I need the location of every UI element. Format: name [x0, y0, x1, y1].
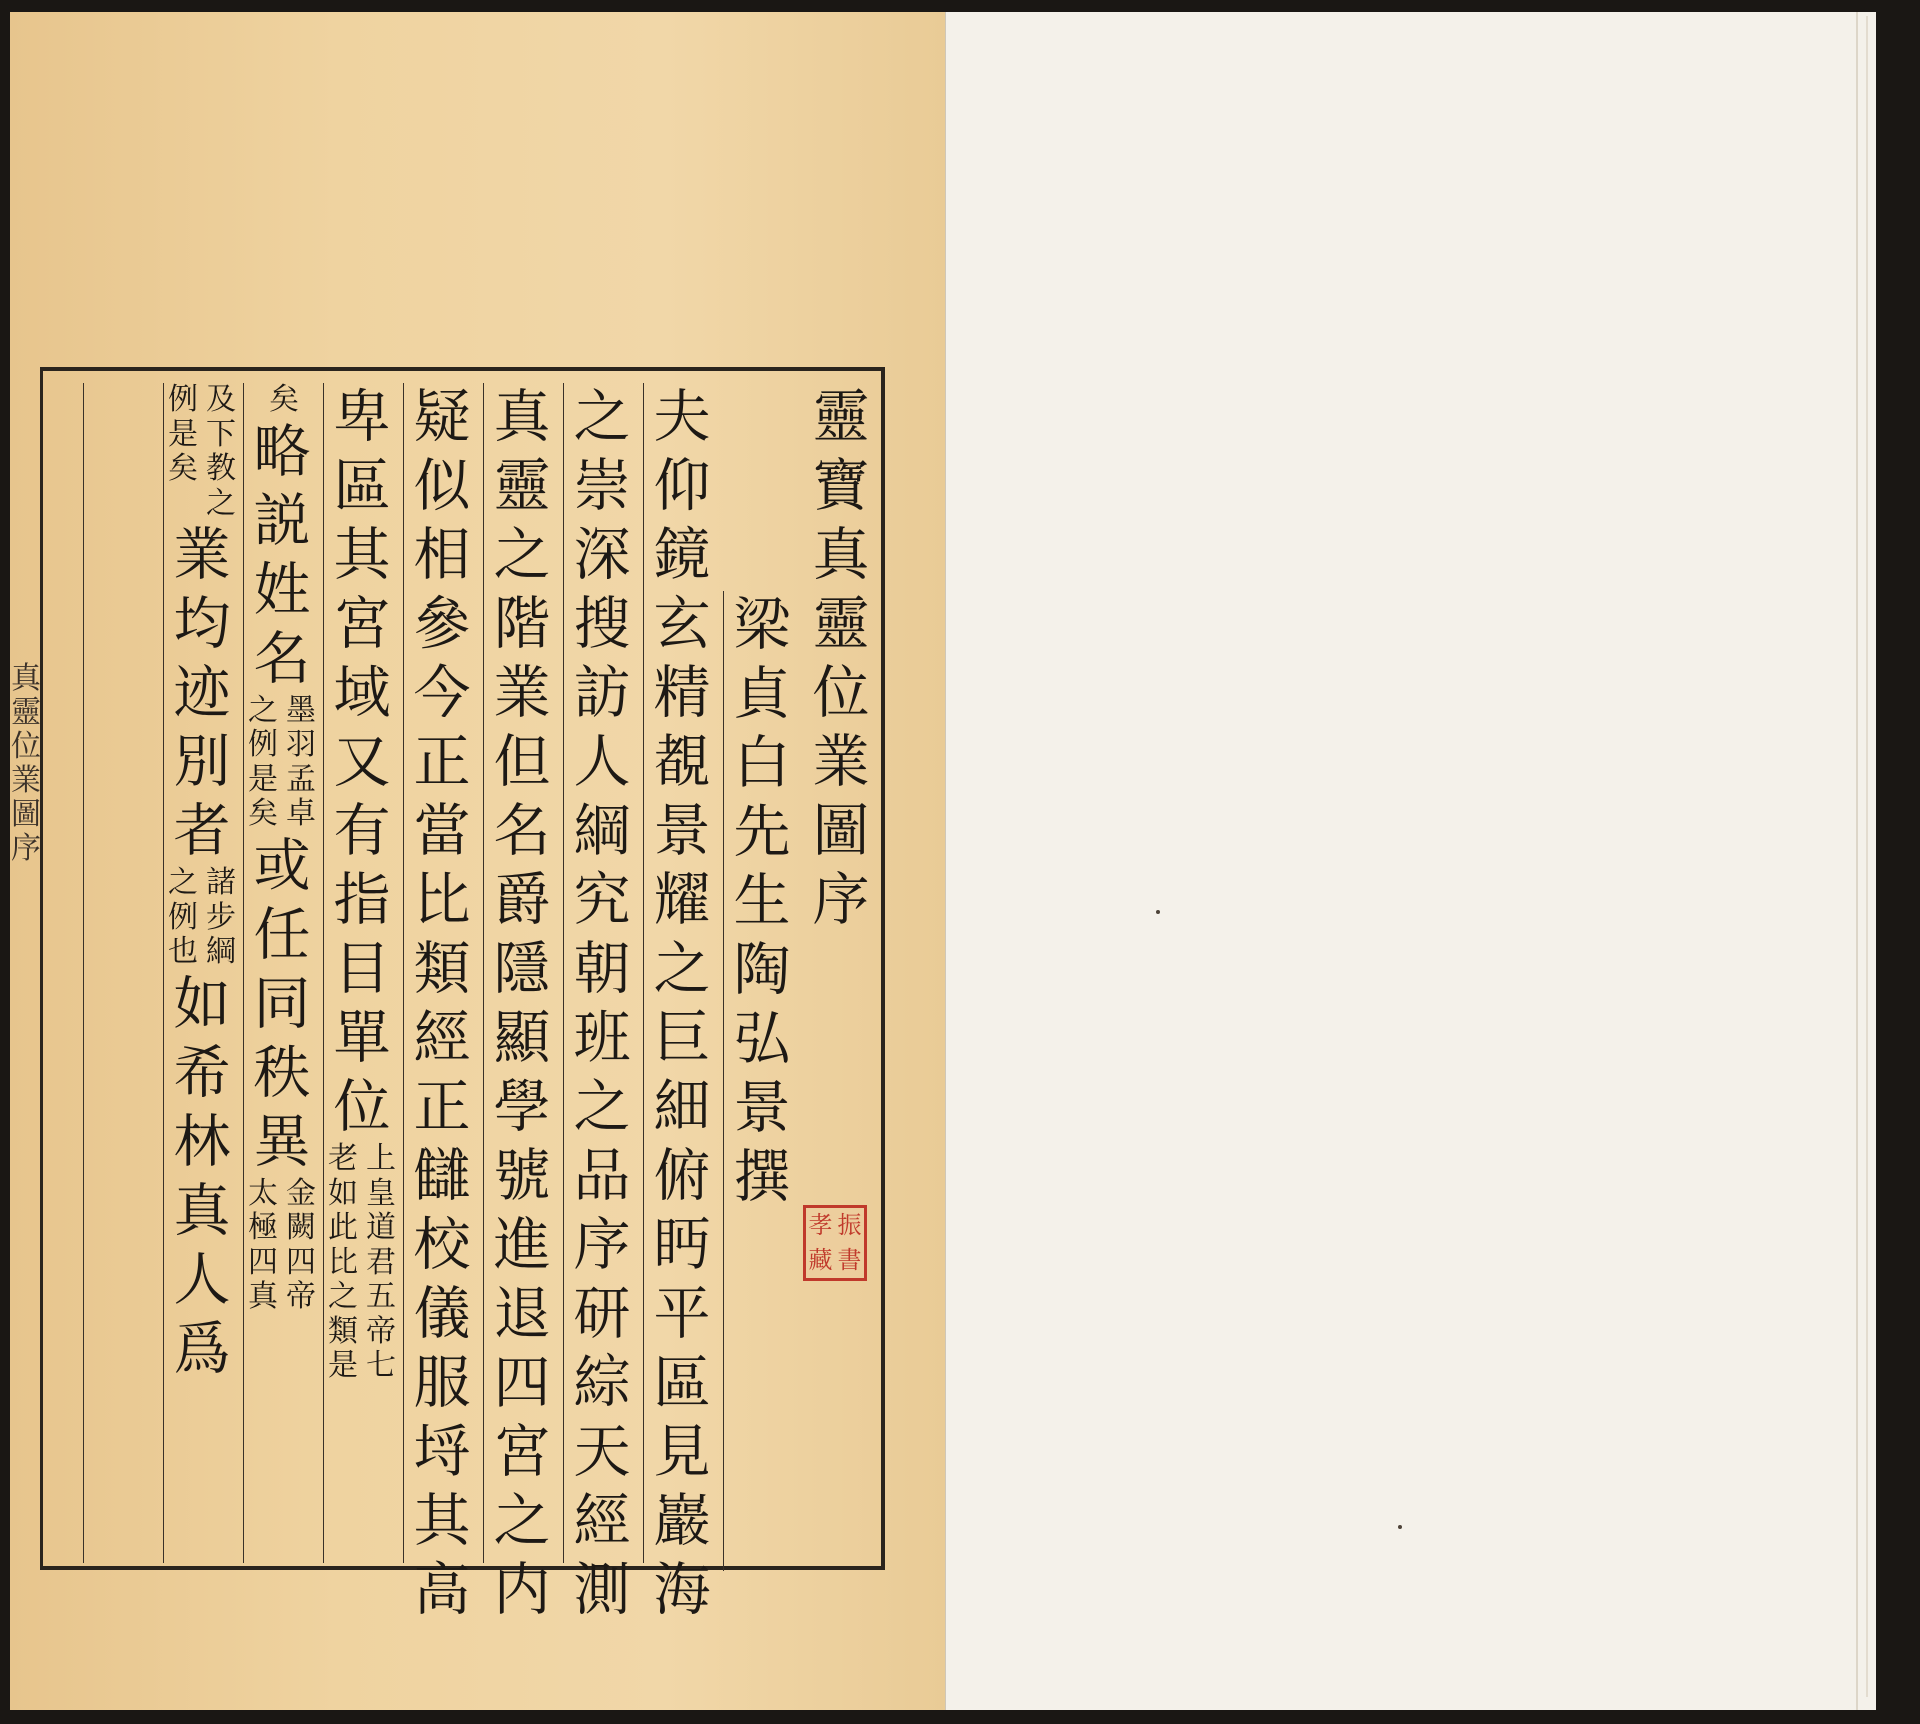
glyph: 略 [253, 418, 311, 485]
glyph: 之 [653, 936, 711, 1002]
glyph: 靈 [812, 384, 870, 450]
interlinear-note [326, 1142, 398, 1384]
note-glyph: 也 [168, 934, 198, 969]
note-glyph: 孟 [286, 761, 316, 797]
glyph: 班 [573, 1005, 631, 1071]
glyph: 綱 [573, 798, 631, 864]
note-glyph: 類 [328, 1313, 358, 1349]
main-column-1 [643, 383, 720, 1623]
glyph: 先 [733, 799, 791, 865]
glyph: 白 [733, 730, 791, 796]
note-glyph: 例 [168, 899, 198, 935]
glyph: 圖 [812, 798, 870, 864]
glyph: 似 [413, 453, 471, 519]
glyph: 相 [413, 522, 471, 588]
glyph: 但 [493, 729, 551, 795]
note-glyph: 五 [366, 1279, 396, 1314]
glyph: 卑 [333, 384, 391, 450]
gutter-glyph: 序 [11, 831, 41, 866]
glyph: 業 [493, 660, 551, 726]
gutter-glyph: 靈 [11, 695, 41, 730]
glyph: 細 [653, 1074, 711, 1140]
glyph: 訪 [573, 660, 631, 726]
glyph: 弘 [733, 1006, 791, 1072]
glyph: 區 [653, 1350, 711, 1416]
glyph: 名 [253, 625, 311, 692]
note-glyph: 例 [248, 727, 278, 762]
glyph: 域 [333, 660, 391, 726]
glyph: 之 [573, 384, 631, 450]
glyph: 靈 [812, 591, 870, 657]
glyph: 序 [573, 1212, 631, 1278]
glyph: 同 [253, 970, 311, 1037]
gutter-glyph: 真 [11, 661, 41, 696]
glyph: 之 [493, 522, 551, 588]
note-glyph: 之 [328, 1279, 358, 1314]
glyph: 之 [573, 1074, 631, 1140]
glyph: 當 [413, 798, 471, 864]
glyph: 位 [333, 1074, 391, 1140]
glyph: 深 [573, 522, 631, 588]
glyph: 説 [253, 487, 311, 554]
paper-speck [1156, 910, 1160, 914]
title-column [803, 383, 879, 935]
glyph: 顯 [493, 1005, 551, 1071]
glyph: 隱 [493, 936, 551, 1002]
glyph: 埒 [413, 1419, 471, 1485]
glyph: 靈 [493, 453, 551, 519]
glyph: 位 [812, 660, 870, 726]
glyph: 者 [173, 798, 231, 864]
glyph: 如 [173, 970, 231, 1037]
main-column-6 [243, 383, 320, 1563]
note-glyph: 例 [168, 382, 198, 417]
note-glyph: 太 [248, 1175, 278, 1211]
glyph: 其 [333, 522, 391, 588]
glyph: 研 [573, 1281, 631, 1347]
glyph: 別 [173, 729, 231, 795]
interlinear-note [166, 866, 238, 970]
glyph: 任 [253, 901, 311, 968]
glyph: 品 [573, 1143, 631, 1209]
note-glyph: 矣 [248, 796, 278, 831]
seal-glyph: 孝 [808, 1211, 833, 1239]
note-glyph: 是 [248, 761, 278, 797]
note-glyph: 帝 [286, 1279, 316, 1314]
note-glyph: 闕 [286, 1210, 316, 1245]
glyph: 見 [653, 1419, 711, 1485]
glyph: 名 [493, 798, 551, 864]
note-glyph: 道 [366, 1210, 396, 1245]
glyph: 之 [493, 1488, 551, 1554]
glyph: 測 [573, 1557, 631, 1623]
right-blank-page [945, 12, 1876, 1710]
main-column-4 [403, 383, 480, 1623]
note-glyph: 教 [206, 451, 236, 486]
glyph: 參 [413, 591, 471, 657]
glyph: 有 [333, 798, 391, 864]
glyph: 真 [493, 384, 551, 450]
note-glyph: 老 [328, 1141, 358, 1176]
main-column-8 [83, 383, 160, 1563]
glyph: 類 [413, 936, 471, 1002]
glyph: 單 [333, 1005, 391, 1071]
note-glyph: 四 [248, 1244, 278, 1280]
seal-glyph: 振 [837, 1211, 862, 1239]
glyph: 疑 [413, 384, 471, 450]
glyph: 經 [413, 1005, 471, 1071]
left-page [10, 12, 947, 1710]
glyph: 均 [173, 591, 231, 657]
glyph: 今 [413, 660, 471, 726]
glyph: 朝 [573, 936, 631, 1002]
glyph: 四 [493, 1350, 551, 1416]
glyph: 校 [413, 1212, 471, 1278]
glyph: 景 [733, 1075, 791, 1141]
glyph: 爲 [173, 1315, 231, 1382]
glyph: 指 [333, 867, 391, 933]
glyph: 巨 [653, 1005, 711, 1071]
glyph: 宮 [333, 591, 391, 657]
glyph: 巖 [653, 1488, 711, 1554]
interlinear-note [246, 694, 318, 832]
note-glyph: 是 [168, 416, 198, 452]
main-column-7 [163, 383, 240, 1563]
glyph: 宮 [493, 1419, 551, 1485]
glyph: 比 [413, 867, 471, 933]
note-glyph: 金 [286, 1175, 316, 1211]
glyph: 究 [573, 867, 631, 933]
glyph: 生 [733, 868, 791, 934]
glyph: 其 [413, 1488, 471, 1554]
glyph: 目 [333, 936, 391, 1002]
glyph: 人 [573, 729, 631, 795]
glyph: 姓 [253, 556, 311, 623]
glyph: 秩 [253, 1039, 311, 1106]
main-column-5 [323, 383, 400, 1563]
interlinear-note [246, 1177, 318, 1315]
glyph: 儀 [413, 1281, 471, 1347]
note-glyph: 矣 [168, 451, 198, 486]
glyph: 梁 [733, 592, 791, 658]
glyph: 業 [173, 522, 231, 588]
note-glyph: 七 [366, 1348, 396, 1383]
glyph: 陶 [733, 937, 791, 1003]
glyph: 精 [653, 660, 711, 726]
note-glyph: 上 [366, 1141, 396, 1176]
glyph: 正 [413, 729, 471, 795]
glyph: 希 [173, 1039, 231, 1106]
glyph: 退 [493, 1281, 551, 1347]
note-glyph: 極 [248, 1210, 278, 1245]
page-edge [1866, 16, 1868, 1697]
note-glyph: 羽 [286, 727, 316, 762]
glyph: 學 [493, 1074, 551, 1140]
glyph: 階 [493, 591, 551, 657]
gutter-label [10, 662, 42, 866]
glyph: 序 [812, 867, 870, 933]
note-glyph: 是 [328, 1348, 358, 1383]
note-glyph: 及 [206, 382, 236, 417]
text-frame [40, 367, 885, 1623]
gutter-glyph: 業 [11, 763, 41, 798]
note-glyph: 矣 [269, 382, 299, 417]
glyph: 正 [413, 1074, 471, 1140]
glyph: 區 [333, 453, 391, 519]
glyph: 又 [333, 729, 391, 795]
glyph: 真 [812, 522, 870, 588]
glyph: 鏡 [653, 522, 711, 588]
note-glyph: 墨 [286, 692, 316, 728]
seal-glyph: 藏 [808, 1246, 833, 1274]
glyph: 耀 [653, 867, 711, 933]
glyph: 林 [173, 1108, 231, 1175]
glyph: 平 [653, 1281, 711, 1347]
note-glyph: 比 [328, 1244, 358, 1280]
main-column-3 [483, 383, 560, 1623]
glyph: 天 [573, 1419, 631, 1485]
seal-glyph: 書 [837, 1246, 862, 1274]
glyph: 崇 [573, 453, 631, 519]
glyph: 讎 [413, 1143, 471, 1209]
glyph: 寶 [812, 453, 870, 519]
glyph: 進 [493, 1212, 551, 1278]
gutter-glyph: 位 [11, 729, 41, 764]
note-glyph: 諸 [206, 865, 236, 900]
note-glyph: 卓 [286, 796, 316, 831]
note-glyph: 皇 [366, 1175, 396, 1211]
glyph: 高 [413, 1557, 471, 1623]
note-glyph: 此 [328, 1210, 358, 1245]
glyph: 或 [253, 832, 311, 899]
glyph: 眄 [653, 1212, 711, 1278]
glyph: 覩 [653, 729, 711, 795]
glyph: 號 [493, 1143, 551, 1209]
glyph: 玄 [653, 591, 711, 657]
glyph: 俯 [653, 1143, 711, 1209]
glyph: 迹 [173, 660, 231, 726]
author-column [723, 591, 800, 1571]
interlinear-note [166, 383, 238, 521]
page-edge [1856, 12, 1858, 1710]
interlinear-note [263, 383, 301, 418]
note-glyph: 下 [206, 416, 236, 452]
glyph: 撰 [733, 1144, 791, 1210]
glyph: 經 [573, 1488, 631, 1554]
glyph: 貞 [733, 661, 791, 727]
note-glyph: 之 [248, 692, 278, 728]
note-glyph: 步 [206, 899, 236, 935]
glyph: 服 [413, 1350, 471, 1416]
glyph: 人 [173, 1246, 231, 1313]
glyph: 海 [653, 1557, 711, 1623]
note-glyph: 之 [168, 865, 198, 900]
glyph: 真 [173, 1177, 231, 1244]
note-glyph: 如 [328, 1175, 358, 1211]
paper-speck [1398, 1525, 1402, 1529]
note-glyph: 帝 [366, 1313, 396, 1349]
note-glyph: 之 [206, 485, 236, 521]
glyph: 異 [253, 1108, 311, 1175]
glyph: 景 [653, 798, 711, 864]
note-glyph: 真 [248, 1279, 278, 1314]
collector-seal [803, 1205, 867, 1281]
note-glyph: 四 [286, 1244, 316, 1280]
note-glyph: 綱 [206, 934, 236, 969]
gutter-glyph: 圖 [11, 797, 41, 832]
glyph: 内 [493, 1557, 551, 1623]
main-column-2 [563, 383, 640, 1623]
glyph: 夫 [653, 384, 711, 450]
glyph: 仰 [653, 453, 711, 519]
note-glyph: 君 [366, 1244, 396, 1280]
glyph: 綜 [573, 1350, 631, 1416]
glyph: 爵 [493, 867, 551, 933]
glyph: 搜 [573, 591, 631, 657]
glyph: 業 [812, 729, 870, 795]
